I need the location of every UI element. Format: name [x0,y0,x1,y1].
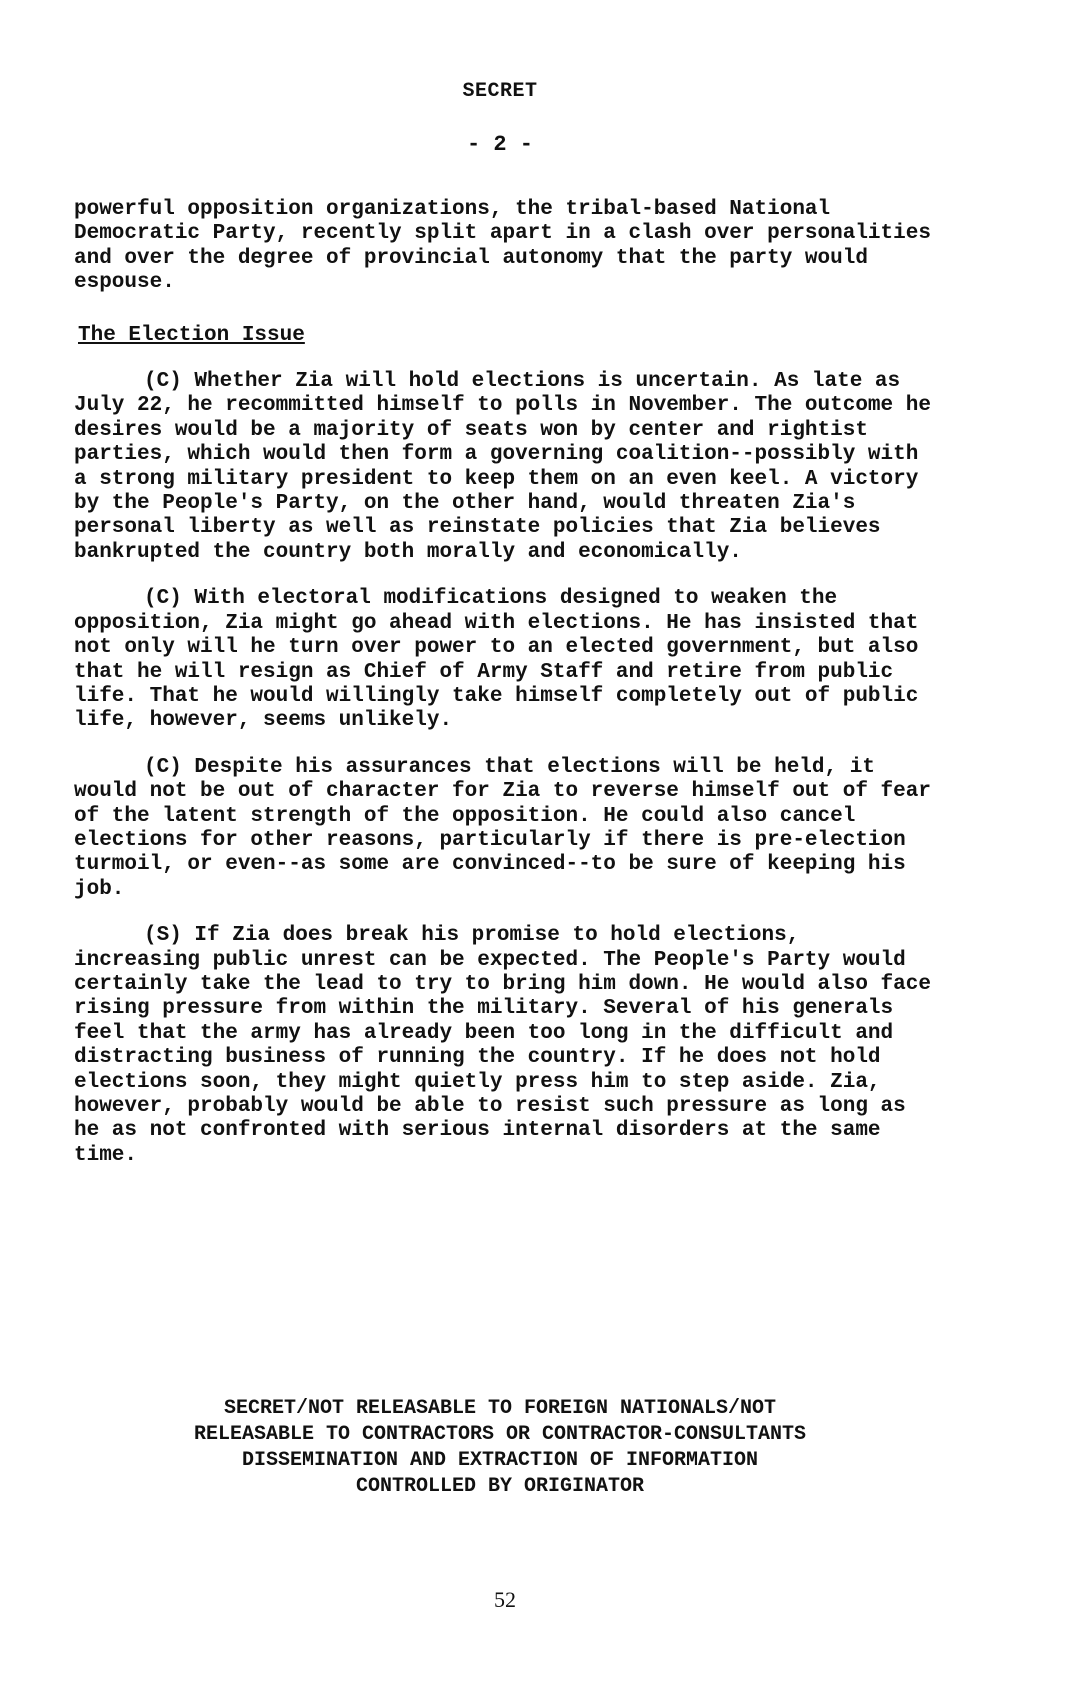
footer-line: SECRET/NOT RELEASABLE TO FOREIGN NATIONALS/NOT [223,1397,777,1420]
paragraph: (C) With electoral modifications designed to weaken the opposition, Zia might go ahead with elections. He has insisted that not only will he turn over power to an elected government, but also that he will resign as Chief of Army Staff and retire from public life. That he would willingly take himself completely out of public life, however, seems unlikely. [74,587,919,733]
intro-paragraph: powerful opposition organizations, the tribal-based National Democratic Party, recently split apart in a clash over personalities and over the degree of provincial autonomy that the party would espouse. [74,198,931,295]
page-indicator: - 2 - [466,132,533,157]
footer-line: CONTROLLED BY ORIGINATOR [355,1475,645,1498]
classification-header: SECRET [462,80,538,103]
paragraph: (S) If Zia does break his promise to hold elections, increasing public unrest can be expected. The People's Party would certainly take the lead to try to bring him down. He would also face rising pressure from within the military. Several of his generals feel that the army has already been too long in the difficult and distracting business of running the country. If he does not hold elections soon, they might quietly press him to step aside. Zia, however, probably would be able to resist such pressure as long as he as not confronted with serious internal disorders at the same time. [74,924,931,1167]
document-body [74,198,934,1190]
paragraph: (C) Whether Zia will hold elections is uncertain. As late as July 22, he recommitted himself to polls in November. The outcome he desires would be a majority of seats won by center and rightist parties, which would then form a governing coalition--possibly with a strong military president to keep them on an even keel. A victory by the People's Party, on the other hand, would threaten Zia's personal liberty as well as reinstate policies that Zia believes bankrupted the country both morally and economically. [74,370,931,564]
dissemination-footer [0,1396,1000,1500]
page-number: 52 [494,1587,516,1612]
footer-line: DISSEMINATION AND EXTRACTION OF INFORMATION [241,1449,759,1472]
section-heading: The Election Issue [78,323,305,347]
paragraph: (C) Despite his assurances that elections will be held, it would not be out of character for Zia to reverse himself out of fear of the latent strength of the opposition. He could also cancel elections for other reasons, particularly if there is pre-election turmoil, or even--as some are convinced--to be sure of keeping his job. [74,755,931,901]
footer-line: RELEASABLE TO CONTRACTORS OR CONTRACTOR-CONSULTANTS [193,1423,807,1446]
